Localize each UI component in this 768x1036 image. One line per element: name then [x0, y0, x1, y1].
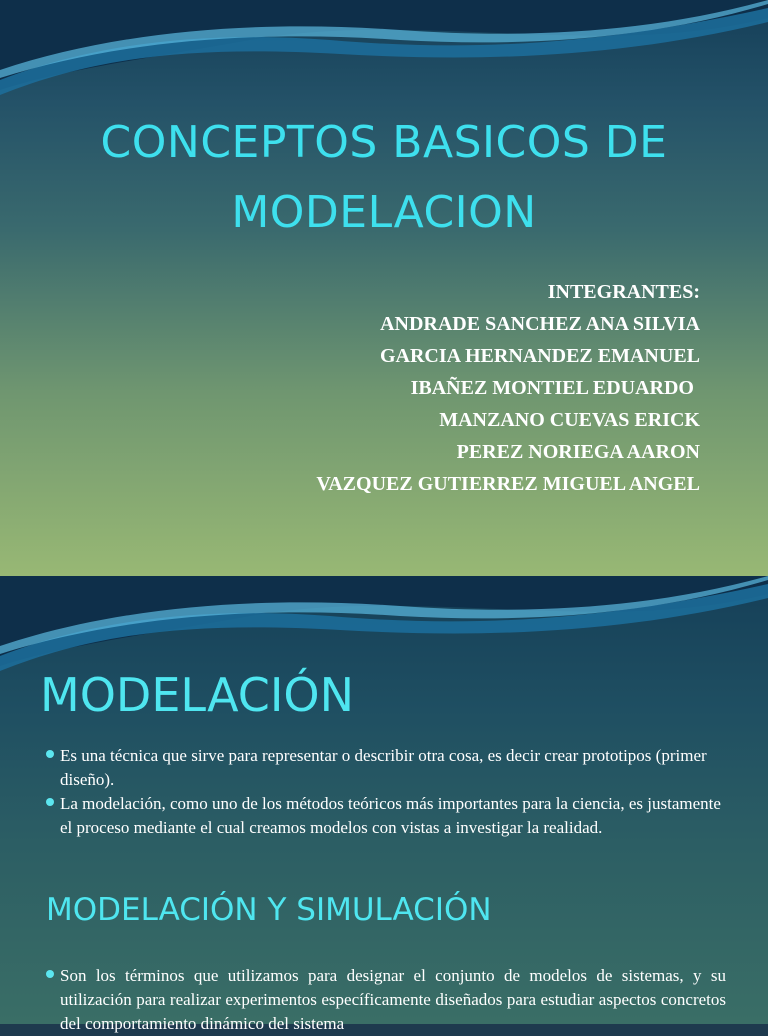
member-name: ANDRADE SANCHEZ ANA SILVIA — [380, 313, 700, 335]
presentation-title — [0, 108, 768, 248]
list-item-text: Es una técnica que sirve para representar o describir otra cosa, es decir crear prototipos (primer diseño). — [60, 746, 707, 789]
slide-heading: MODELACIÓN — [40, 668, 355, 722]
members-block — [316, 276, 700, 500]
list-item — [46, 964, 726, 1036]
title-line-1: CONCEPTOS BASICOS DE — [100, 117, 668, 168]
bullet-icon — [46, 970, 54, 978]
bullet-icon — [46, 750, 54, 758]
list-item-text: Son los términos que utilizamos para designar el conjunto de modelos de sistemas, y su utilización para realizar experimentos específicamente diseñados para estudiar aspectos concretos del comportamiento dinámico del sistema — [60, 966, 726, 1033]
member-name: PEREZ NORIEGA AARON — [456, 441, 700, 463]
member-name: GARCIA HERNANDEZ EMANUEL — [379, 345, 700, 367]
list-item — [46, 744, 726, 792]
wave-decoration — [0, 576, 768, 676]
title-line-2: MODELACION — [231, 187, 537, 238]
member-name: IBAÑEZ MONTIEL EDUARDO — [410, 377, 694, 399]
bullet-icon — [46, 798, 54, 806]
member-name: MANZANO CUEVAS ERICK — [439, 409, 700, 431]
list-item — [46, 792, 726, 840]
list-item-text: La modelación, como uno de los métodos teóricos más importantes para la ciencia, es justamente el proceso mediante el cual creamos modelos con vistas a investigar la realidad. — [60, 794, 721, 837]
bullet-list — [46, 744, 726, 840]
wave-decoration — [0, 0, 768, 100]
members-heading: INTEGRANTES: — [547, 281, 700, 303]
member-name: VAZQUEZ GUTIERREZ MIGUEL ANGEL — [316, 473, 700, 495]
bullet-list — [46, 964, 726, 1036]
slide-subheading: MODELACIÓN Y SIMULACIÓN — [46, 892, 492, 928]
